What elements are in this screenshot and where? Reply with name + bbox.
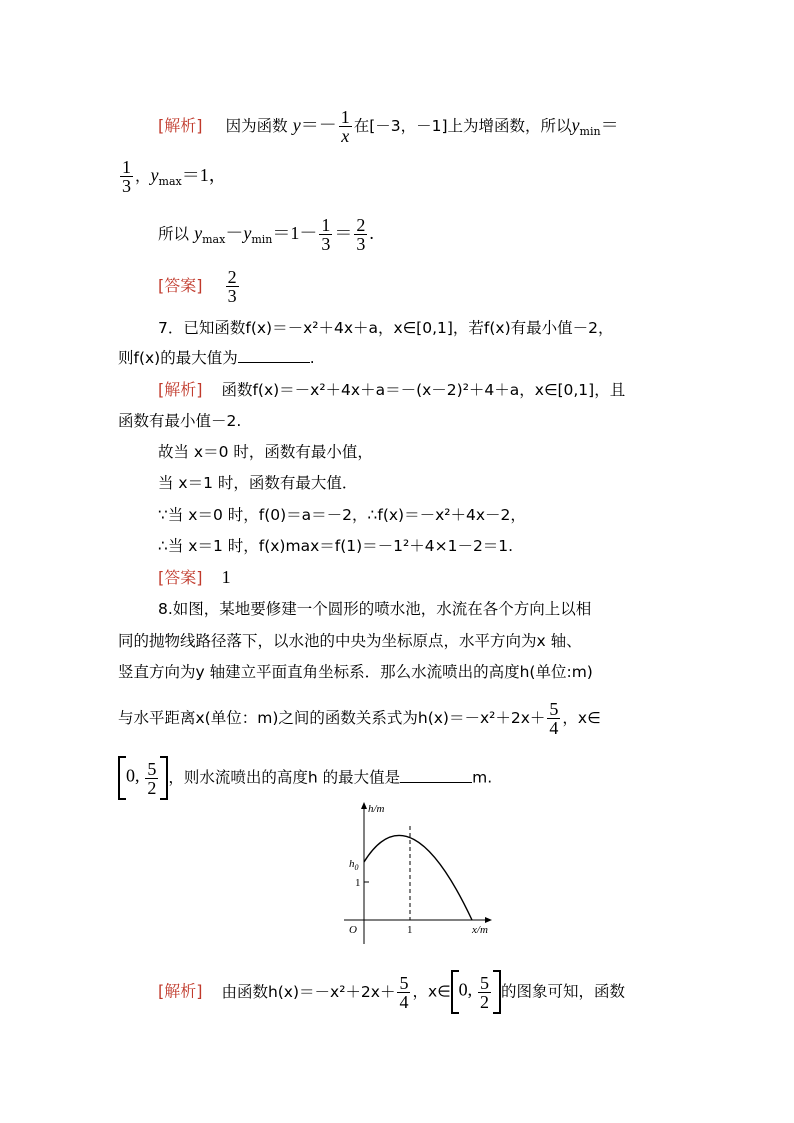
answer-fraction: $\frac{2}{3}$: [227, 267, 237, 306]
origin-label: O: [349, 924, 357, 936]
y-axis-arrow: [361, 802, 367, 809]
fraction: $\frac{5}{4}$: [399, 972, 409, 1012]
x-axis-arrow: [485, 917, 492, 923]
analysis-tag: [解析]: [158, 380, 203, 399]
q7-analysis-line4: 当 x＝1 时，函数有最大值．: [158, 474, 358, 492]
x-tick-label: 1: [407, 924, 413, 936]
parabola-curve: [364, 835, 472, 920]
q8-line4: 与水平距离x(单位：m)之间的函数关系式为h(x)＝－x²＋2x＋ $\frac{5}{4}$ ，x∈: [118, 699, 601, 738]
fraction: $\frac{2}{3}$: [356, 215, 366, 254]
q7-analysis-line2: 函数有最小值－2.: [118, 412, 242, 430]
answer-tag: [答案]: [158, 568, 203, 587]
q7-analysis-line3: 故当 x＝0 时，函数有最小值，: [158, 443, 373, 461]
p6-analysis-line3: 所以 $y_{max}-y_{min}=1-$ $\frac{1}{3}$ ＝ $\frac{2}{3}$ .: [158, 215, 374, 254]
q8-analysis-line1: [解析] 由函数h(x)＝－x²＋2x＋ $\frac{5}{4}$ ，x∈ 0, $\frac{5}{2}$ 的图象可知，函数: [158, 970, 625, 1014]
q8-line3: 竖直方向为y 轴建立平面直角坐标系．那么水流喷出的高度h(单位:m): [118, 663, 593, 681]
x-axis-label: x/m: [472, 924, 488, 936]
fraction: $\frac{1}{3}$: [321, 215, 331, 254]
p6-analysis-line2: $\frac{1}{3}$ ，$y_{max}=1$，: [122, 157, 227, 196]
q7-analysis-line6: ∴当 x＝1 时，f(x)max＝f(1)＝－1²＋4×1－2＝1.: [158, 537, 514, 555]
analysis-tag: [解析]: [158, 116, 203, 135]
fraction: $\frac{5}{4}$: [549, 699, 559, 738]
q8-line2: 同的抛物线路径落下，以水池的中央为坐标原点，水平方向为x 轴、: [118, 632, 582, 650]
y-tick-label: 1: [355, 877, 361, 889]
p6-analysis-line1: [解析] 因为函数 y＝－ $\frac{1}{x}$ 在[－3，－1]上为增函数，所以$y_{min}=$: [158, 107, 619, 146]
p6-answer-line: [158, 268, 241, 305]
q7-answer-line: [答案] 1: [158, 567, 231, 587]
q8-line1: 8.如图，某地要修建一个圆形的喷水池，水流在各个方向上以相: [158, 600, 592, 618]
q7-analysis-line1: [解析] 函数f(x)＝－x²＋4x＋a＝－(x－2)²＋4＋a，x∈[0,1]，且: [158, 380, 626, 399]
y-axis-label: h/m: [368, 803, 385, 815]
q8-line5: 0, $\frac{5}{2}$ ，则水流喷出的高度h 的最大值是 m.: [118, 756, 492, 800]
analysis-tag: [解析]: [158, 981, 203, 1001]
h0-label: $h_0$: [349, 858, 359, 872]
interval-bracket: 0, $\frac{5}{2}$: [451, 970, 501, 1014]
q7-line1: 7．已知函数f(x)＝－x²＋4x＋a，x∈[0,1]，若f(x)有最小值－2，: [158, 319, 614, 337]
parabola-graph: [340, 800, 500, 950]
q7-analysis-line5: ∵当 x＝0 时，f(0)＝a＝－2，∴f(x)＝－x²＋4x－2，: [158, 506, 526, 524]
fraction: $\frac{1}{x}$: [340, 107, 350, 146]
fraction: $\frac{1}{3}$: [122, 157, 131, 196]
answer-tag: [答案]: [158, 276, 203, 295]
answer-blank: [400, 768, 472, 783]
answer-blank: [238, 348, 310, 363]
interval-bracket: 0, $\frac{5}{2}$: [118, 756, 168, 800]
q7-line2: 则f(x)的最大值为 .: [118, 349, 315, 367]
